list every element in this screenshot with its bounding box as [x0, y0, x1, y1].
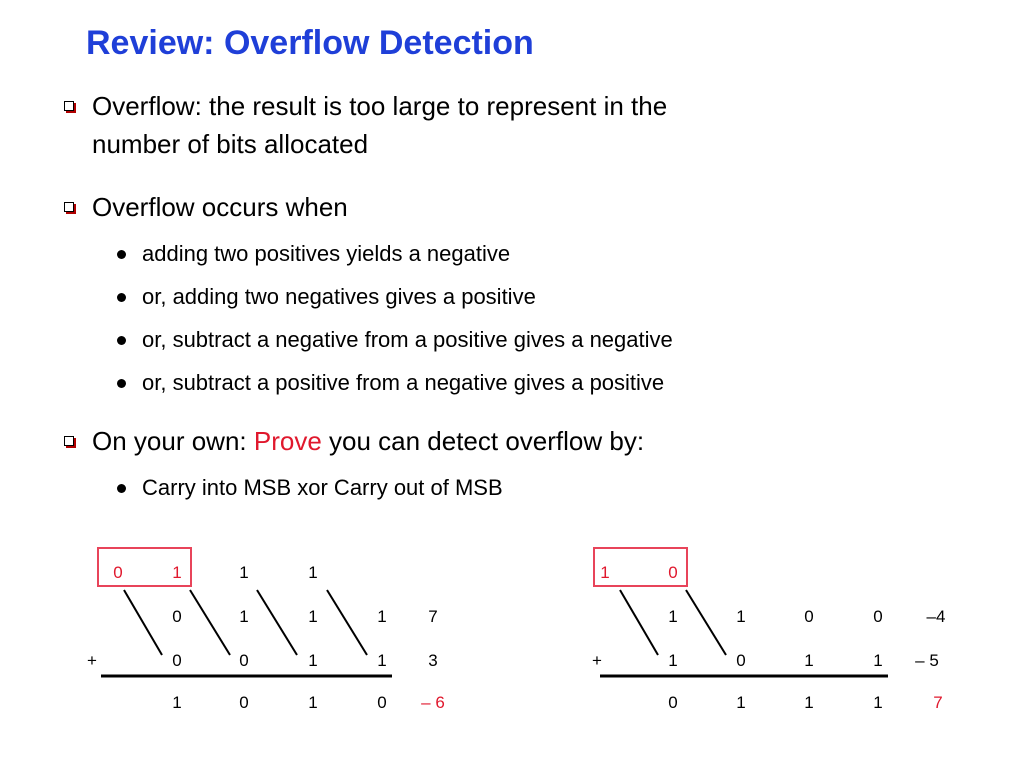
sub-bullet: adding two positives yields a negative: [142, 241, 511, 266]
operand-digit: 1: [308, 651, 318, 670]
detect-overflow-text: you can detect overflow by:: [321, 426, 645, 456]
result-digit: 1: [172, 693, 182, 712]
result-digit: 0: [377, 693, 387, 712]
result-digit: 0: [668, 693, 678, 712]
plus-sign: +: [592, 651, 602, 670]
slide-title: Review: Overflow Detection: [86, 24, 534, 62]
operand-decimal: –4: [926, 607, 946, 626]
operand-digit: 1: [873, 651, 883, 670]
operand-digit: 1: [804, 651, 814, 670]
operand-digit: 1: [668, 651, 678, 670]
sub-bullet: or, subtract a negative from a positive gives a negative: [142, 327, 673, 352]
bullet-overflow-occurs: Overflow occurs when: [92, 192, 348, 222]
carry-digit: 1: [308, 563, 318, 582]
sub-bullet: or, subtract a positive from a negative gives a positive: [142, 370, 665, 395]
operand-digit: 1: [377, 651, 387, 670]
sub-bullet: Carry into MSB xor Carry out of MSB: [142, 475, 503, 500]
prove-highlight: Prove: [253, 426, 322, 456]
operand-digit: 0: [172, 651, 182, 670]
result-decimal: 7: [933, 693, 943, 712]
result-digit: 1: [308, 693, 318, 712]
carry-arrow: [686, 590, 726, 655]
carry-digit: 1: [600, 563, 610, 582]
operand-digit: 0: [239, 651, 249, 670]
carry-arrow: [124, 590, 162, 655]
carry-digit: 1: [239, 563, 249, 582]
operand-digit: 0: [804, 607, 814, 626]
operand-decimal: 7: [428, 607, 438, 626]
carry-arrow: [620, 590, 658, 655]
sub-bullet: or, adding two negatives gives a positive: [142, 284, 536, 309]
operand-digit: 1: [308, 607, 318, 626]
carry-digit: 0: [113, 563, 123, 582]
result-decimal: – 6: [421, 693, 445, 712]
operand-digit: 0: [736, 651, 746, 670]
carry-digit: 0: [668, 563, 678, 582]
bullet-overflow-line2: number of bits allocated: [92, 129, 369, 159]
operand-digit: 1: [736, 607, 746, 626]
carry-arrow: [327, 590, 367, 655]
carry-digit: 1: [172, 563, 182, 582]
result-digit: 1: [873, 693, 883, 712]
operand-digit: 0: [873, 607, 883, 626]
operand-decimal: 3: [428, 651, 438, 670]
operand-digit: 0: [172, 607, 182, 626]
result-digit: 0: [239, 693, 249, 712]
on-your-own-text: On your own:: [92, 426, 254, 456]
result-digit: 1: [736, 693, 746, 712]
operand-digit: 1: [377, 607, 387, 626]
operand-digit: 1: [239, 607, 249, 626]
carry-arrow: [190, 590, 230, 655]
operand-digit: 1: [668, 607, 678, 626]
operand-decimal: – 5: [915, 651, 939, 670]
carry-arrow: [257, 590, 297, 655]
plus-sign: +: [87, 651, 97, 670]
bullet-overflow-line1: Overflow: the result is too large to represent in the: [92, 91, 668, 121]
result-digit: 1: [804, 693, 814, 712]
